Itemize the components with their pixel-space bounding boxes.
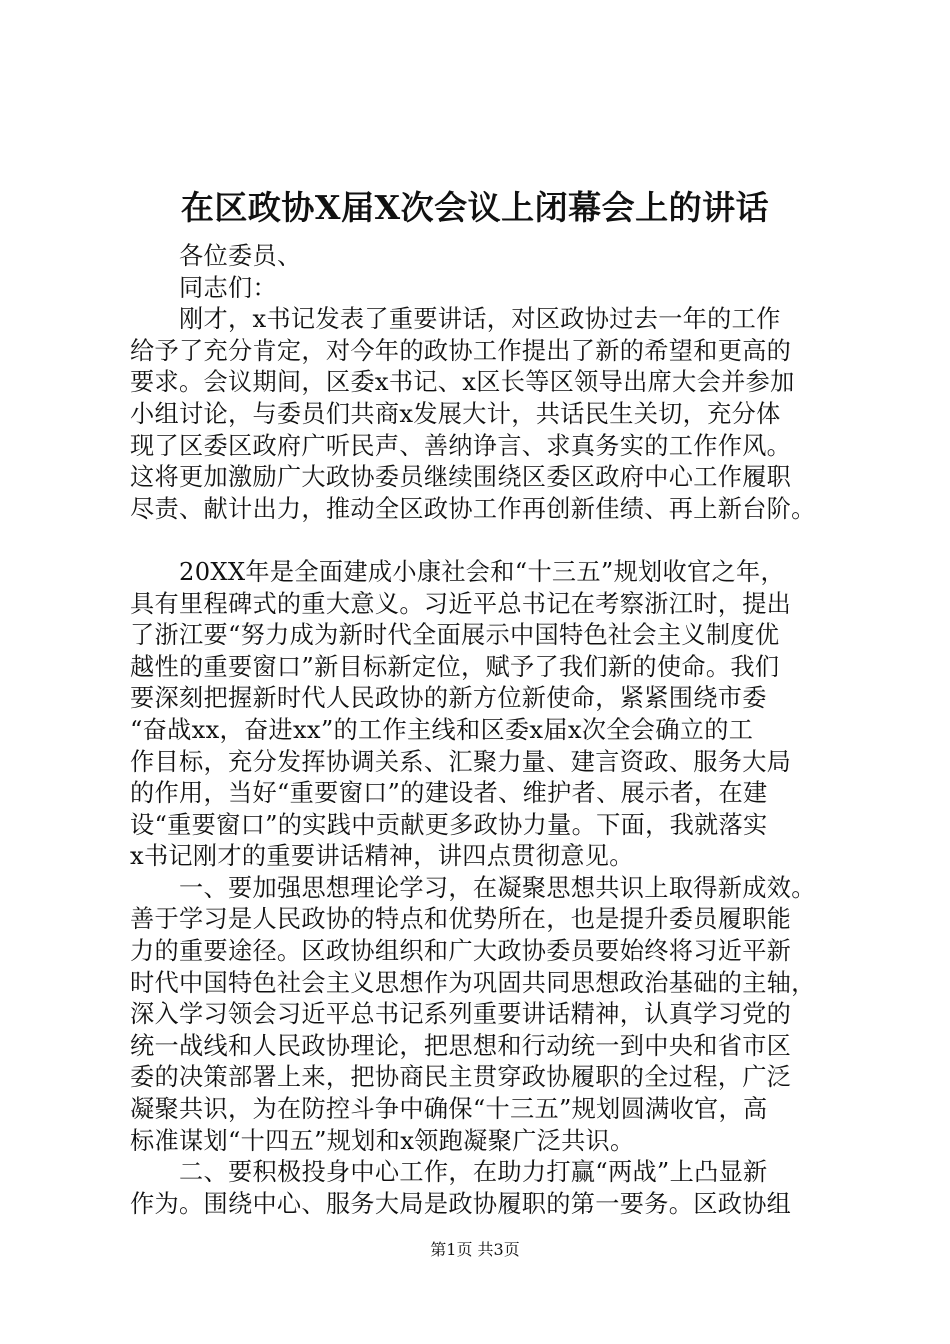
text-line: 二、要积极投身中心工作，在助力打赢“两战”上凸显新 [179,1158,768,1187]
text-line: 20XX年是全面建成小康社会和“十三五”规划收官之年， [179,557,785,586]
text-line: 要求。会议期间，区委x书记、x区长等区领导出席大会并参加 [130,368,795,397]
text-line: 善于学习是人民政协的特点和优势所在，也是提升委员履职能 [130,905,792,934]
text-line: 尽责、献计出力，推动全区政协工作再创新佳绩、再上新台阶。 [130,494,816,523]
text-line: 小组讨论，与委员们共商x发展大计，共话民生关切，充分体 [130,399,781,428]
text-line: 各位委员、 [179,242,302,270]
text-line: 要深刻把握新时代人民政协的新方位新使命，紧紧围绕市委 [130,684,767,713]
text-line: 现了区委区政府广听民声、善纳诤言、求真务实的工作作风。 [130,431,792,460]
text-line: 刚才，x书记发表了重要讲话，对区政协过去一年的工作 [179,305,781,334]
document-body [130,241,830,1220]
text-line: 设“重要窗口”的实践中贡献更多政协力量。下面，我就落实 [130,810,768,839]
text-line: 具有里程碑式的重大意义。习近平总书记在考察浙江时，提出 [130,589,792,618]
blank-line [130,525,830,557]
text-line: 一、要加强思想理论学习，在凝聚思想共识上取得新成效。 [179,873,816,902]
text-line: “奋战xx，奋进xx”的工作主线和区委x届x次全会确立的工 [130,715,754,744]
document-title: 在区政协X届X次会议上闭幕会上的讲话 [180,188,770,227]
text-line: 作目标，充分发挥协调关系、汇聚力量、建言资政、服务大局 [130,747,792,776]
page-footer: 第1页 共3页 [430,1240,520,1259]
text-line: 力的重要途径。区政协组织和广大政协委员要始终将习近平新 [130,937,792,966]
text-line: 了浙江要“努力成为新时代全面展示中国特色社会主义制度优 [130,621,780,650]
text-line: 给予了充分肯定，对今年的政协工作提出了新的希望和更高的 [130,336,792,365]
text-line: 标准谋划“十四五”规划和x领跑凝聚广泛共识。 [130,1126,635,1155]
text-line: 时代中国特色社会主义思想作为巩固共同思想政治基础的主轴， [130,968,816,997]
text-line: 深入学习领会习近平总书记系列重要讲话精神，认真学习党的 [130,1000,792,1029]
text-line: 越性的重要窗口”新目标新定位，赋予了我们新的使命。我们 [130,652,780,681]
text-line: 作为。围绕中心、服务大局是政协履职的第一要务。区政协组 [130,1189,792,1218]
text-line: x书记刚才的重要讲话精神，讲四点贯彻意见。 [130,842,634,871]
text-line: 这将更加激励广大政协委员继续围绕区委区政府中心工作履职 [130,463,792,492]
text-line: 统一战线和人民政协理论，把思想和行动统一到中央和省市区 [130,1031,792,1060]
text-line: 凝聚共识，为在防控斗争中确保“十三五”规划圆满收官，高 [130,1095,768,1124]
text-line: 同志们： [179,273,277,302]
text-line: 的作用，当好“重要窗口”的建设者、维护者、展示者，在建 [130,779,768,808]
text-line: 委的决策部署上来，把协商民主贯穿政协履职的全过程，广泛 [130,1063,792,1092]
